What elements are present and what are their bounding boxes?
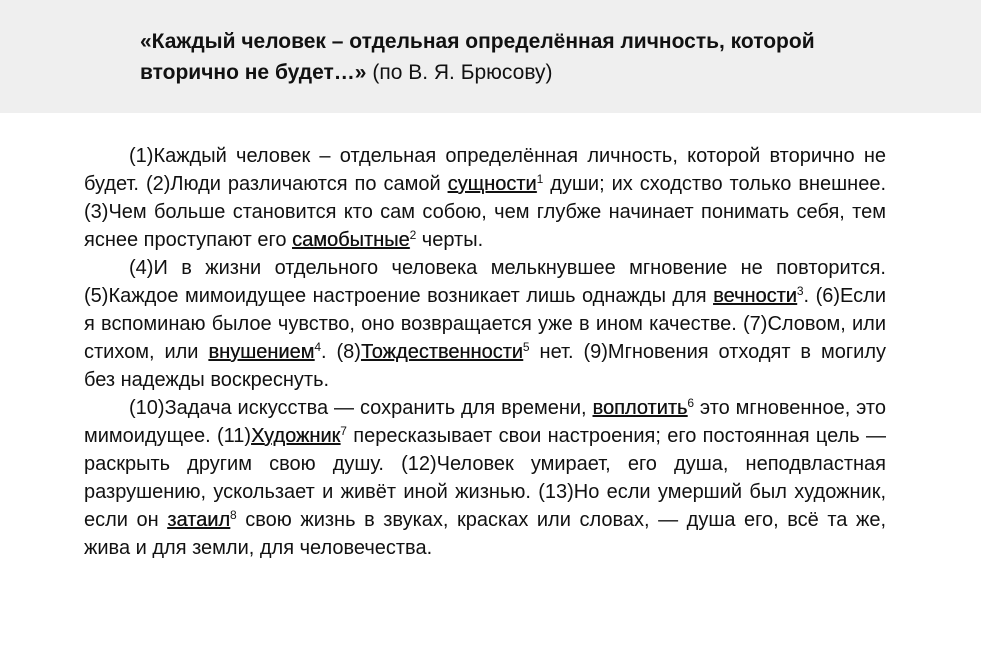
- glossary-term-3: вечности: [713, 285, 797, 307]
- text-segment: (10)Задача искусства — сохранить для времени,: [129, 397, 593, 419]
- glossary-term-7: Художник: [251, 425, 341, 447]
- title-attribution: (по В. Я. Брюсову): [366, 61, 553, 84]
- footnote-ref-8: 8: [230, 508, 237, 522]
- footnote-ref-2: 2: [409, 228, 417, 242]
- glossary-term-1: сущности: [447, 173, 537, 195]
- text-segment: (4)И в жизни отдельного человека мелькнувшее мгновение не повторится. (5)Каждое мимоидущее настроение возникает лишь однажды для: [84, 257, 886, 307]
- footnote-ref-6: 6: [687, 396, 695, 410]
- text-segment: это мгновенное, это мимоидущее. (11): [84, 397, 886, 447]
- title-quote: «Каждый человек – отдельная определённая личность, которой вторично не будет…»: [140, 30, 815, 84]
- text-segment: нет. (9)Мгновения отходят в могилу без надежды воскреснуть.: [84, 341, 886, 391]
- article-text: [84, 142, 886, 562]
- text-segment: черты.: [416, 229, 484, 251]
- glossary-term-5: Тождественности: [360, 341, 523, 363]
- footnote-ref-1: 1: [536, 172, 544, 186]
- paragraph-2: [84, 254, 886, 394]
- paragraph-1: [84, 142, 886, 254]
- text-segment: (1)Каждый человек – отдельная определённая личность, которой вторично не будет. (2)Люди различаются по самой: [84, 145, 886, 195]
- text-segment: . (8): [321, 341, 361, 363]
- glossary-term-2: самобытные: [292, 229, 410, 251]
- text-segment: пересказывает свои настроения; его постоянная цель — раскрыть другим свою душу. (12)Человек умирает, его душа, неподвластная разрушению, ускользает и живёт иной жизнью. (13)Но если умерший был художник, если он: [84, 425, 886, 531]
- footnote-ref-3: 3: [796, 284, 804, 298]
- footnote-ref-7: 7: [340, 424, 347, 438]
- glossary-term-8: затаил: [167, 509, 231, 531]
- text-segment: . (6)Если я вспоминаю былое чувство, оно возвращается уже в ином качестве. (7)Словом, или стихом, или: [84, 285, 886, 363]
- paragraph-3: [84, 394, 886, 562]
- glossary-term-4: внушением: [208, 341, 315, 363]
- text-segment: души; их сходство только внешнее. (3)Чем больше становится кто сам собою, чем глубже начинает понимать себя, тем яснее проступают его: [84, 173, 887, 251]
- text-segment: свою жизнь в звуках, красках или словах, — душа его, всё та же, жива и для земли, для человечества.: [84, 509, 887, 559]
- footnote-ref-5: 5: [522, 340, 530, 354]
- title-banner: [0, 0, 981, 113]
- glossary-term-6: воплотить: [592, 397, 688, 419]
- footnote-ref-4: 4: [314, 340, 322, 354]
- page-title: [140, 26, 900, 88]
